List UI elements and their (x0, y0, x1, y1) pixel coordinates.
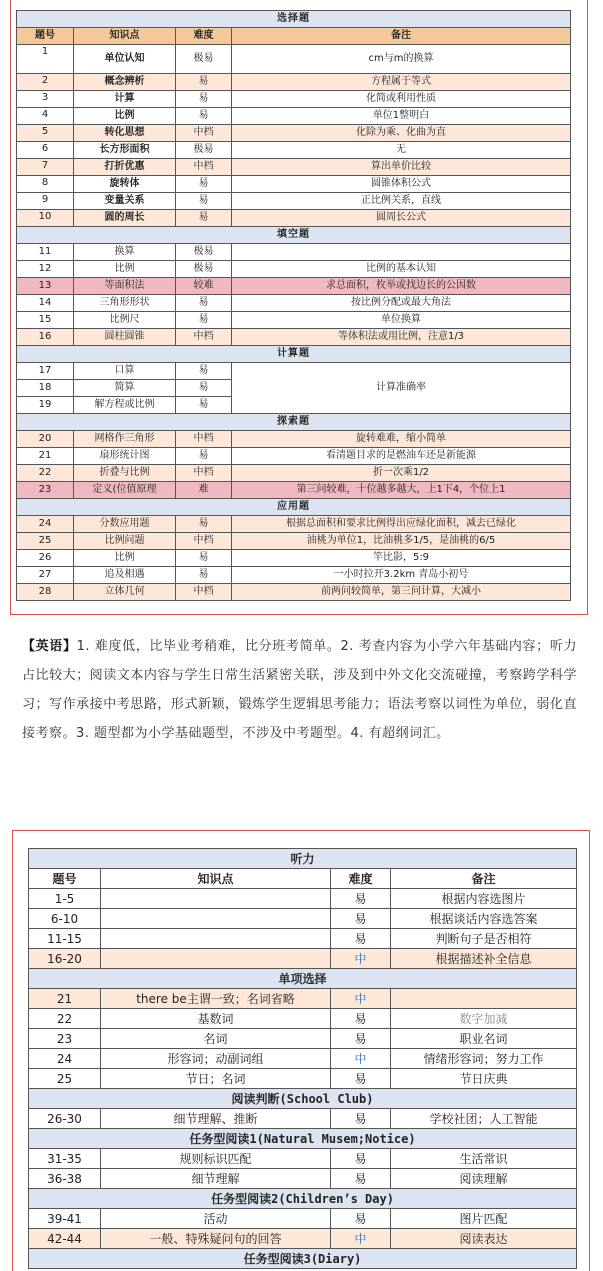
cell-level: 中 (331, 1049, 391, 1069)
cell-no: 11-15 (29, 929, 101, 949)
cell-topic: 比例 (74, 550, 176, 567)
cell-level: 易 (176, 193, 232, 210)
cell-topic: 活动 (101, 1209, 331, 1229)
cell-level: 中档 (176, 465, 232, 482)
cell-topic: 网格作三角形 (74, 431, 176, 448)
table-row (17, 448, 571, 465)
cell-no: 1 (17, 45, 74, 74)
cell-no: 31-35 (29, 1149, 101, 1169)
cell-no: 26 (17, 550, 74, 567)
cell-topic: 概念辨析 (74, 74, 176, 91)
cell-level: 极易 (176, 45, 232, 74)
table-row (17, 45, 571, 74)
cell-note (391, 989, 577, 1009)
section-fill: 填空题 (17, 227, 571, 244)
table-row (17, 431, 571, 448)
math-analysis-table (16, 10, 571, 601)
header-note: 备注 (232, 28, 571, 45)
cell-no: 21 (17, 448, 74, 465)
cell-no: 10 (17, 210, 74, 227)
cell-note: 化简或利用性质 (232, 91, 571, 108)
cell-topic: 追及相遇 (74, 567, 176, 584)
cell-no: 14 (17, 295, 74, 312)
paragraph-text: 1. 难度低，比毕业考稍难，比分班考简单。2. 考查内容为小学六年基础内容；听力占比较大；阅读文本内容与学生日常生活紧密关联，涉及到中外文化交流碰撞，考察跨学科学习；写作承接中考思路，形式新颖，锻炼学生逻辑思考能力；语法考察以词性为单位，弱化直接考察。3. 题型都为小学基础题型，不涉及中考题型。4. 有超纲词汇。 (22, 639, 577, 741)
cell-level: 易 (176, 516, 232, 533)
cell-level: 易 (176, 567, 232, 584)
cell-level: 易 (176, 108, 232, 125)
cell-topic: 转化思想 (74, 125, 176, 142)
header-topic: 知识点 (101, 869, 331, 889)
cell-no: 42-44 (29, 1229, 101, 1249)
cell-level: 易 (331, 909, 391, 929)
table-row (17, 584, 571, 601)
cell-no: 6-10 (29, 909, 101, 929)
section-task-reading-1: 任务型阅读1(Natural Musem;Notice) (29, 1129, 577, 1149)
table-row (17, 363, 571, 380)
cell-topic: 三角形形状 (74, 295, 176, 312)
cell-topic (101, 949, 331, 969)
english-analysis-table (28, 848, 577, 1269)
cell-level: 易 (331, 1149, 391, 1169)
cell-note: 算出单价比较 (232, 159, 571, 176)
cell-no: 21 (29, 989, 101, 1009)
table-row (29, 869, 577, 889)
cell-topic: 基数词 (101, 1009, 331, 1029)
table-row (17, 91, 571, 108)
table-row (17, 142, 571, 159)
table-row (17, 176, 571, 193)
cell-no: 4 (17, 108, 74, 125)
cell-topic: 简算 (74, 380, 176, 397)
cell-level: 易 (331, 1029, 391, 1049)
cell-level: 易 (331, 1109, 391, 1129)
header-note: 备注 (391, 869, 577, 889)
cell-level: 易 (176, 74, 232, 91)
cell-no: 26-30 (29, 1109, 101, 1129)
cell-topic: 计算 (74, 91, 176, 108)
cell-topic: 比例问题 (74, 533, 176, 550)
cell-level: 易 (331, 1169, 391, 1189)
cell-no: 7 (17, 159, 74, 176)
table-row (29, 849, 577, 869)
cell-note: 圆锥体积公式 (232, 176, 571, 193)
cell-note: cm与m的换算 (232, 45, 571, 74)
table-row (17, 414, 571, 431)
cell-no: 15 (17, 312, 74, 329)
cell-topic: 单位认知 (74, 45, 176, 74)
cell-no: 3 (17, 91, 74, 108)
cell-note: 方程属于等式 (232, 74, 571, 91)
table-row (17, 244, 571, 261)
cell-topic (101, 889, 331, 909)
cell-note: 化除为乘、化曲为直 (232, 125, 571, 142)
header-topic: 知识点 (74, 28, 176, 45)
cell-no: 11 (17, 244, 74, 261)
table-row (29, 1229, 577, 1249)
cell-note: 求总面积，枚举或找边长的公因数 (232, 278, 571, 295)
table-row (17, 533, 571, 550)
cell-topic: 折叠与比例 (74, 465, 176, 482)
table-row (17, 465, 571, 482)
table-row (17, 193, 571, 210)
table-row (17, 108, 571, 125)
cell-topic: 打折优惠 (74, 159, 176, 176)
cell-level: 易 (176, 176, 232, 193)
section-calc: 计算题 (17, 346, 571, 363)
cell-no: 12 (17, 261, 74, 278)
table-row (17, 329, 571, 346)
cell-level: 中档 (176, 431, 232, 448)
cell-level: 中 (331, 1229, 391, 1249)
english-summary-paragraph (22, 632, 577, 748)
cell-topic (101, 909, 331, 929)
table-row (17, 550, 571, 567)
cell-no: 5 (17, 125, 74, 142)
cell-topic: 圆柱圆锥 (74, 329, 176, 346)
cell-no: 22 (17, 465, 74, 482)
table-row (29, 1129, 577, 1149)
cell-no: 13 (17, 278, 74, 295)
header-level: 难度 (176, 28, 232, 45)
table-row (29, 949, 577, 969)
cell-level: 中档 (176, 125, 232, 142)
table-row (29, 1149, 577, 1169)
cell-no: 18 (17, 380, 74, 397)
cell-note: 学校社团；人工智能 (391, 1109, 577, 1129)
cell-note: 油桃为单位1，比油桃多1/5，是油桃的6/5 (232, 533, 571, 550)
cell-no: 25 (29, 1069, 101, 1089)
table-row (29, 1169, 577, 1189)
cell-level: 易 (176, 448, 232, 465)
cell-note: 图片匹配 (391, 1209, 577, 1229)
table-row (17, 516, 571, 533)
cell-note: 第三问较难，十位越多越大，上1下4，个位上1 (232, 482, 571, 499)
cell-level: 易 (331, 1069, 391, 1089)
cell-level: 易 (176, 363, 232, 380)
cell-topic: there be主谓一致；名词省略 (101, 989, 331, 1009)
table-row (29, 969, 577, 989)
cell-topic: 一般、特殊疑问句的回答 (101, 1229, 331, 1249)
cell-no: 2 (17, 74, 74, 91)
cell-level: 中 (331, 949, 391, 969)
cell-no: 27 (17, 567, 74, 584)
cell-note: 单位换算 (232, 312, 571, 329)
cell-topic: 名词 (101, 1029, 331, 1049)
cell-note: 根据谈话内容选答案 (391, 909, 577, 929)
cell-level: 易 (176, 91, 232, 108)
section-apply: 应用题 (17, 499, 571, 516)
cell-level: 易 (176, 550, 232, 567)
cell-note: 圆周长公式 (232, 210, 571, 227)
cell-no: 23 (17, 482, 74, 499)
cell-topic: 规则标识匹配 (101, 1149, 331, 1169)
table-row (29, 1089, 577, 1109)
cell-no: 16-20 (29, 949, 101, 969)
cell-no: 36-38 (29, 1169, 101, 1189)
cell-note: 等体积法或用比例，注意1/3 (232, 329, 571, 346)
cell-note: 前两问较简单，第三问计算，大减小 (232, 584, 571, 601)
table-row (17, 125, 571, 142)
cell-topic: 比例 (74, 108, 176, 125)
cell-no: 17 (17, 363, 74, 380)
cell-note: 旋转难难，缩小简单 (232, 431, 571, 448)
cell-level: 易 (176, 295, 232, 312)
table-row (29, 889, 577, 909)
cell-topic: 换算 (74, 244, 176, 261)
cell-level: 易 (176, 312, 232, 329)
cell-level: 易 (331, 889, 391, 909)
cell-level: 易 (331, 1209, 391, 1229)
cell-topic: 形容词；动副词组 (101, 1049, 331, 1069)
cell-no: 9 (17, 193, 74, 210)
cell-topic: 变量关系 (74, 193, 176, 210)
table-row (29, 1109, 577, 1129)
cell-no: 19 (17, 397, 74, 414)
cell-topic: 圆的周长 (74, 210, 176, 227)
table-row (29, 1249, 577, 1269)
cell-note: 按比例分配或最大角法 (232, 295, 571, 312)
cell-level: 易 (176, 380, 232, 397)
cell-no: 6 (17, 142, 74, 159)
cell-topic: 细节理解 (101, 1169, 331, 1189)
header-no: 题号 (17, 28, 74, 45)
header-level: 难度 (331, 869, 391, 889)
cell-note: 阅读表达 (391, 1229, 577, 1249)
table-row (29, 1029, 577, 1049)
cell-level: 极易 (176, 142, 232, 159)
cell-topic: 立体几何 (74, 584, 176, 601)
table-row (17, 499, 571, 516)
cell-level: 难 (176, 482, 232, 499)
table-row (29, 1189, 577, 1209)
cell-note: 根据内容选图片 (391, 889, 577, 909)
cell-note: 一小时拉开3.2km 青岛小初号 (232, 567, 571, 584)
cell-topic: 分数应用题 (74, 516, 176, 533)
cell-topic: 等面积法 (74, 278, 176, 295)
section-task-reading-3: 任务型阅读3(Diary) (29, 1249, 577, 1269)
cell-level: 极易 (176, 244, 232, 261)
table-row (17, 159, 571, 176)
section-listening: 听力 (29, 849, 577, 869)
table-row (29, 989, 577, 1009)
cell-note: 职业名词 (391, 1029, 577, 1049)
cell-note: 数字加减 (391, 1009, 577, 1029)
table-row (17, 74, 571, 91)
section-reading-judge: 阅读判断(School Club) (29, 1089, 577, 1109)
table-row (17, 227, 571, 244)
cell-topic: 节日；名词 (101, 1069, 331, 1089)
cell-topic: 细节理解、推断 (101, 1109, 331, 1129)
cell-note: 无 (232, 142, 571, 159)
table-row (17, 278, 571, 295)
cell-note: 阅读理解 (391, 1169, 577, 1189)
cell-note (232, 244, 571, 261)
cell-no: 1-5 (29, 889, 101, 909)
cell-level: 易 (176, 397, 232, 414)
cell-no: 16 (17, 329, 74, 346)
cell-level: 易 (331, 1009, 391, 1029)
cell-level: 易 (176, 210, 232, 227)
table-row (17, 210, 571, 227)
table-row (17, 346, 571, 363)
cell-no: 8 (17, 176, 74, 193)
cell-note: 比例的基本认知 (232, 261, 571, 278)
cell-level: 极易 (176, 261, 232, 278)
table-row (29, 909, 577, 929)
cell-no: 39-41 (29, 1209, 101, 1229)
cell-note: 情绪形容词；努力工作 (391, 1049, 577, 1069)
cell-level: 中 (331, 989, 391, 1009)
table-row (17, 567, 571, 584)
table-row (17, 295, 571, 312)
cell-topic (101, 929, 331, 949)
cell-topic: 比例 (74, 261, 176, 278)
section-single-choice: 单项选择 (29, 969, 577, 989)
cell-level: 中档 (176, 533, 232, 550)
cell-no: 20 (17, 431, 74, 448)
cell-note: 折一次乘1/2 (232, 465, 571, 482)
cell-topic: 扇形统计图 (74, 448, 176, 465)
section-explore: 探索题 (17, 414, 571, 431)
paragraph-tag: 【英语】 (22, 639, 77, 654)
cell-topic: 比例尺 (74, 312, 176, 329)
table-row (29, 1209, 577, 1229)
cell-note: 看清题目求的是燃油车还是新能源 (232, 448, 571, 465)
cell-note-merged: 计算准确率 (232, 363, 571, 414)
table-row (29, 929, 577, 949)
cell-no: 24 (29, 1049, 101, 1069)
cell-topic: 口算 (74, 363, 176, 380)
cell-no: 28 (17, 584, 74, 601)
cell-topic: 解方程或比例 (74, 397, 176, 414)
cell-note: 正比例关系，直线 (232, 193, 571, 210)
section-task-reading-2: 任务型阅读2(Children’s Day) (29, 1189, 577, 1209)
header-no: 题号 (29, 869, 101, 889)
cell-no: 24 (17, 516, 74, 533)
cell-note: 判断句子是否相符 (391, 929, 577, 949)
cell-level: 较难 (176, 278, 232, 295)
cell-no: 25 (17, 533, 74, 550)
section-choice: 选择题 (17, 11, 571, 28)
cell-level: 易 (331, 929, 391, 949)
cell-topic: 长方形面积 (74, 142, 176, 159)
table-row (17, 482, 571, 499)
cell-level: 中档 (176, 159, 232, 176)
table-row (17, 261, 571, 278)
cell-no: 23 (29, 1029, 101, 1049)
cell-note: 根据描述补全信息 (391, 949, 577, 969)
cell-note: 根据总面积和要求比例得出应绿化面积，减去已绿化 (232, 516, 571, 533)
cell-topic: 定义(位值原理 (74, 482, 176, 499)
cell-level: 中档 (176, 329, 232, 346)
cell-topic: 旋转体 (74, 176, 176, 193)
table-row (29, 1069, 577, 1089)
cell-level: 中档 (176, 584, 232, 601)
cell-note: 单位1整明白 (232, 108, 571, 125)
table-row (29, 1049, 577, 1069)
cell-note: 生活常识 (391, 1149, 577, 1169)
cell-no: 22 (29, 1009, 101, 1029)
cell-note: 节日庆典 (391, 1069, 577, 1089)
table-row (17, 312, 571, 329)
table-row (29, 1009, 577, 1029)
cell-note: 竿比影，5:9 (232, 550, 571, 567)
